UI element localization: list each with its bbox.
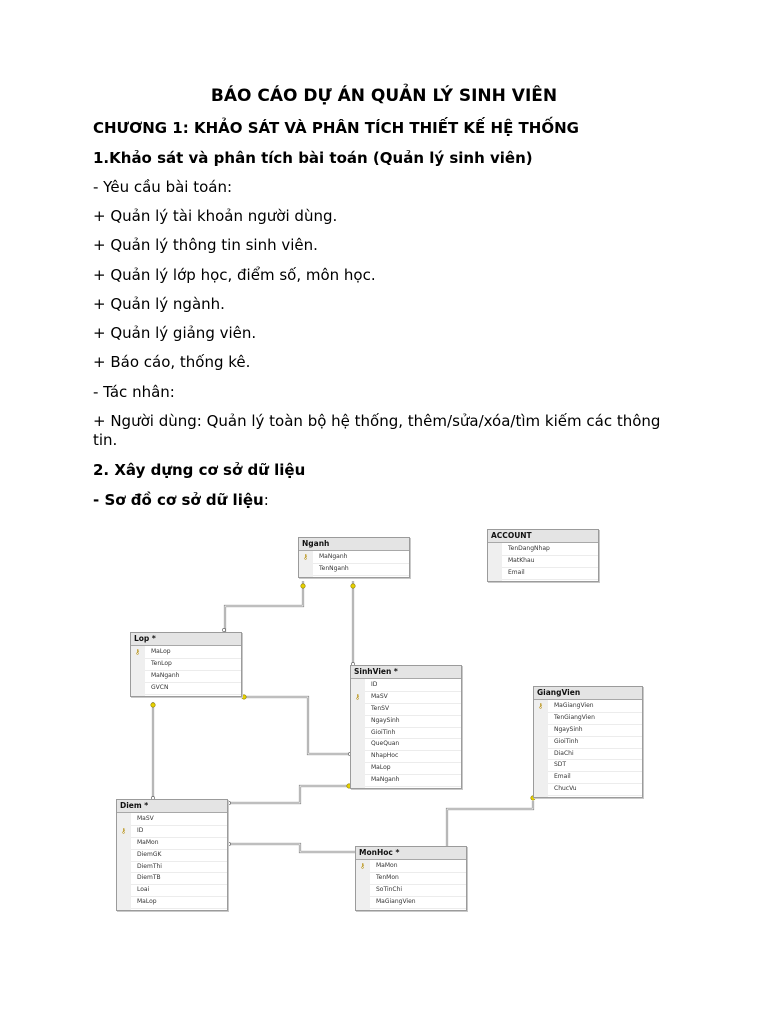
table-column: MaNganh — [145, 671, 241, 683]
diagram-heading-colon: : — [263, 491, 269, 509]
requirement-item: + Quản lý tài khoản người dùng. — [93, 207, 338, 225]
table-column: ⚷ ID — [131, 826, 227, 838]
table-column: TenMon — [370, 873, 466, 885]
key-icon: ⚷ — [303, 553, 309, 561]
section-1-heading: 1.Khảo sát và phân tích bài toán (Quản lý sinh viên) — [93, 149, 533, 167]
table-column: Email — [502, 568, 598, 580]
table-column: SDT — [548, 760, 642, 772]
table-column: ⚷ MaGiangVien — [548, 701, 642, 713]
table-column: TenNganh — [313, 564, 409, 576]
chapter-heading: CHƯƠNG 1: KHẢO SÁT VÀ PHÂN TÍCH THIẾT KẾ HỆ THỐNG — [93, 119, 579, 137]
table-column: NgaySinh — [365, 716, 461, 728]
table-column: MaNganh — [365, 775, 461, 787]
key-end-marker — [301, 584, 305, 588]
diagram-heading-label: - Sơ đồ cơ sở dữ liệu — [93, 491, 264, 509]
relation-sinhvien-diem — [225, 786, 350, 803]
table-title: Nganh — [299, 538, 409, 551]
table-title: GiangVien — [534, 687, 642, 700]
relation-nganh-lop — [225, 581, 303, 634]
table-column: MatKhau — [502, 556, 598, 568]
table-column: Email — [548, 772, 642, 784]
section-2-heading: 2. Xây dựng cơ sở dữ liệu — [93, 461, 306, 479]
document-title: BÁO CÁO DỰ ÁN QUẢN LÝ SINH VIÊN — [210, 86, 558, 106]
table-column: MaSV — [131, 814, 227, 826]
table-account — [487, 529, 599, 582]
key-icon: ⚷ — [360, 862, 366, 870]
relation-diem-monhoc — [225, 844, 358, 852]
diagram-heading — [93, 491, 269, 509]
table-column: TenGiangVien — [548, 713, 642, 725]
requirement-item: + Quản lý thông tin sinh viên. — [93, 236, 318, 254]
requirements-heading: - Yêu cầu bài toán: — [93, 178, 233, 196]
table-title: ACCOUNT — [488, 530, 598, 543]
actor-user-text: + Người dùng: Quản lý toàn bộ hệ thống, thêm/sửa/xóa/tìm kiếm các thông tin. — [93, 412, 661, 449]
table-column: NhapHoc — [365, 751, 461, 763]
table-column: ID — [365, 680, 461, 692]
table-column: ChucVu — [548, 784, 642, 796]
table-column: ⚷ MaSV — [365, 692, 461, 704]
key-end-marker — [242, 695, 246, 699]
table-giangvien — [533, 686, 643, 798]
relation-lop-sinhvien — [241, 697, 353, 754]
table-monhoc — [355, 846, 467, 911]
table-column: MaLop — [365, 763, 461, 775]
key-end-marker — [151, 703, 155, 707]
requirement-item: + Quản lý giảng viên. — [93, 324, 257, 342]
table-column: SoTinChi — [370, 885, 466, 897]
table-column: MaGiangVien — [370, 897, 466, 909]
key-end-marker — [351, 584, 355, 588]
table-column: DiemGK — [131, 850, 227, 862]
table-title: Lop * — [131, 633, 241, 646]
table-diem — [116, 799, 228, 911]
table-column: TenSV — [365, 704, 461, 716]
key-icon: ⚷ — [355, 692, 361, 701]
requirement-item: + Quản lý lớp học, điểm số, môn học. — [93, 266, 376, 284]
table-column: DiemTB — [131, 873, 227, 885]
database-diagram — [100, 516, 680, 918]
table-column: TenDangNhap — [502, 544, 598, 556]
table-title: MonHoc * — [356, 847, 466, 860]
table-column: ⚷ MaMon — [370, 861, 466, 873]
key-icon: ⚷ — [538, 702, 544, 710]
table-column: NgaySinh — [548, 725, 642, 737]
table-column: QueQuan — [365, 739, 461, 751]
table-lop — [130, 632, 242, 697]
table-title: Diem * — [117, 800, 227, 813]
table-column: ⚷ MaLop — [145, 647, 241, 659]
table-sinhvien — [350, 665, 462, 789]
table-column: GVCN — [145, 683, 241, 695]
requirement-item: + Báo cáo, thống kê. — [93, 353, 251, 371]
table-nganh — [298, 537, 410, 578]
table-title: SinhVien * — [351, 666, 461, 679]
table-column: GioiTinh — [365, 728, 461, 740]
key-icon: ⚷ — [135, 648, 141, 656]
table-column: ⚷ MaNganh — [313, 552, 409, 564]
table-column: MaLop — [131, 897, 227, 909]
table-column: MaMon — [131, 838, 227, 850]
table-column: DiemThi — [131, 862, 227, 874]
table-column: TenLop — [145, 659, 241, 671]
key-icon: ⚷ — [121, 826, 127, 835]
table-column: GioiTinh — [548, 737, 642, 749]
table-column: Loai — [131, 885, 227, 897]
requirement-item: + Quản lý ngành. — [93, 295, 225, 313]
actors-heading: - Tác nhân: — [93, 383, 175, 401]
table-column: DiaChi — [548, 749, 642, 761]
